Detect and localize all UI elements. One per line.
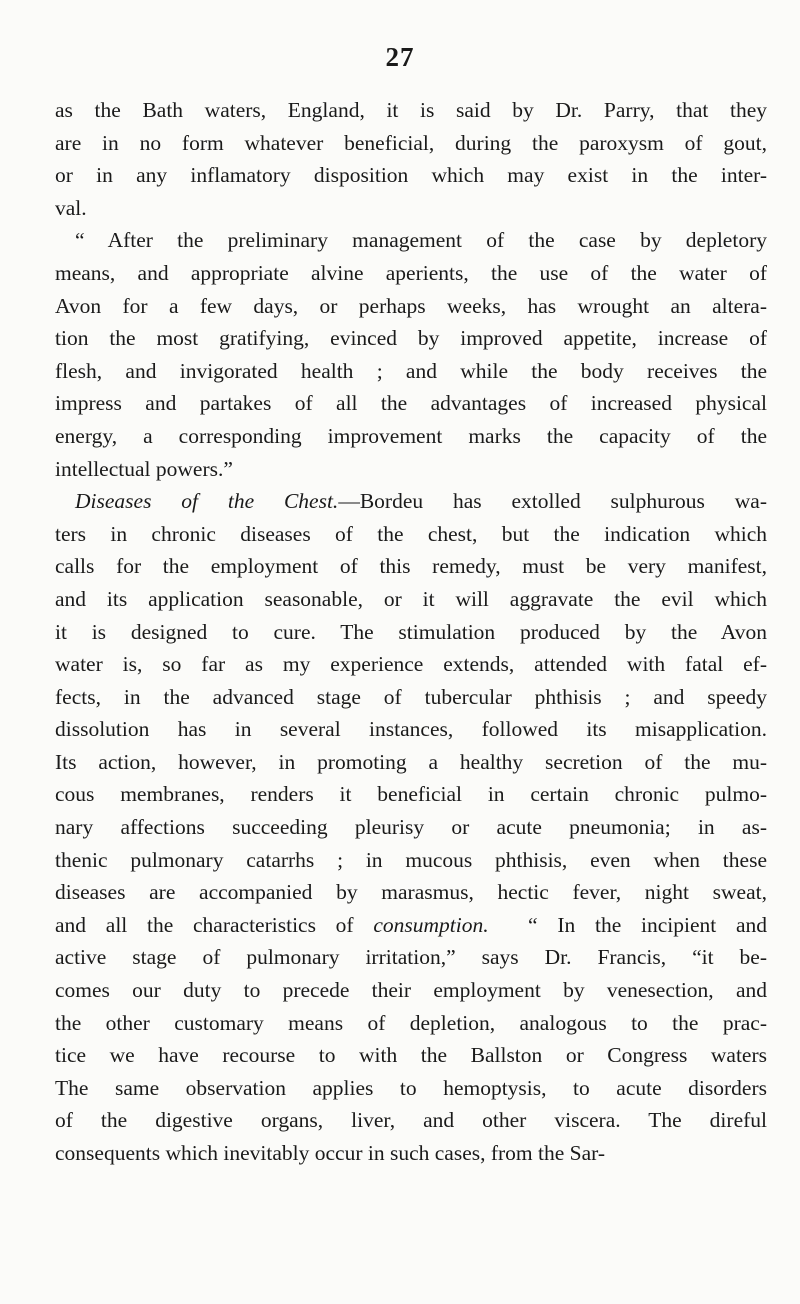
text-line: [55, 876, 767, 909]
line-text: means, and appropriate alvine aperients, the use of the water of: [55, 260, 767, 285]
text-line: [55, 257, 767, 290]
text-line: [55, 290, 767, 323]
text-line: [55, 322, 767, 355]
line-text: tion the most gratifying, evinced by improved appetite, increase of: [55, 326, 767, 351]
text-line: [55, 681, 767, 714]
line-text: it is designed to cure. The stimulation produced by the Avon: [55, 619, 767, 644]
line-text: The same observation applies to hemoptysis, to acute disorders: [55, 1075, 767, 1100]
text-line: [55, 746, 767, 779]
text-line: [55, 420, 767, 453]
line-text: of the digestive organs, liver, and other viscera. The direful: [55, 1108, 767, 1133]
line-text: dissolution has in several instances, followed its misapplication.: [55, 717, 767, 742]
text-line: [55, 387, 767, 420]
text-line: [55, 844, 767, 877]
line-text: consequents which inevitably occur in such cases, from the Sar-: [55, 1141, 606, 1165]
text-line: [55, 94, 767, 127]
line-text: impress and partakes of all the advantages of increased physical: [55, 391, 767, 416]
line-text: thenic pulmonary catarrhs ; in mucous phthisis, even when these: [55, 847, 767, 872]
line-text: intellectual powers.”: [55, 456, 233, 481]
text-line: [55, 974, 767, 1007]
line-text: val.: [55, 195, 87, 220]
line-text: —Bordeu has extolled sulphurous wa-: [338, 489, 767, 514]
text-line: [55, 713, 767, 746]
text-line: [55, 355, 767, 388]
text-line: [55, 518, 767, 551]
line-text: flesh, and invigorated health ; and while the body receives the: [55, 358, 767, 383]
line-text: and all the characteristics of: [55, 912, 374, 937]
text-line: [55, 583, 767, 616]
line-text: Avon for a few days, or perhaps weeks, has wrought an altera-: [55, 293, 767, 318]
text-line: [55, 159, 767, 192]
text-line: [55, 941, 767, 974]
line-text: ters in chronic diseases of the chest, but the indication which: [55, 521, 767, 546]
text-line: [55, 648, 767, 681]
line-text: the other customary means of depletion, analogous to the prac-: [55, 1010, 767, 1035]
text-line: [55, 485, 767, 518]
line-text: “ After the preliminary management of the case by depletory: [75, 228, 767, 253]
line-text: or in any inflamatory disposition which may exist in the inter-: [55, 163, 767, 188]
line-text: fects, in the advanced stage of tubercular phthisis ; and speedy: [55, 684, 767, 709]
line-text: are in no form whatever beneficial, during the paroxysm of gout,: [55, 130, 767, 155]
text-line: [55, 1137, 767, 1170]
line-text: nary affections succeeding pleurisy or acute pneumonia; in as-: [55, 815, 767, 840]
text-line: [55, 1072, 767, 1105]
text-line: [55, 224, 767, 257]
text-line: [55, 1007, 767, 1040]
text-line: [55, 453, 767, 486]
line-text: tice we have recourse to with the Ballston or Congress waters: [55, 1043, 767, 1068]
text-line: [55, 909, 767, 942]
line-text: and its application seasonable, or it will aggravate the evil which: [55, 586, 767, 611]
emphasized-term: consumption.: [373, 912, 489, 937]
line-text: cous membranes, renders it beneficial in certain chronic pulmo-: [55, 782, 767, 807]
text-line: [55, 192, 767, 225]
line-text: Its action, however, in promoting a healthy secretion of the mu-: [55, 749, 767, 774]
text-line: [55, 616, 767, 649]
line-text: energy, a corresponding improvement marks the capacity of the: [55, 423, 767, 448]
line-text: active stage of pulmonary irritation,” says Dr. Francis, “it be-: [55, 945, 767, 970]
text-line: [55, 811, 767, 844]
text-line: [55, 1104, 767, 1137]
line-text-continued: “ In the incipient and: [488, 912, 767, 937]
section-heading: Diseases of the Chest.: [75, 489, 339, 514]
line-text: diseases are accompanied by marasmus, hectic fever, night sweat,: [55, 880, 767, 905]
page-number: 27: [385, 42, 415, 72]
text-line: [55, 127, 767, 160]
line-text: as the Bath waters, England, it is said by Dr. Parry, that they: [55, 98, 767, 122]
text-line: [55, 1039, 767, 1072]
text-line: [55, 778, 767, 811]
line-text: comes our duty to precede their employment by venesection, and: [55, 978, 767, 1003]
text-line: [55, 550, 767, 583]
line-text: water is, so far as my experience extends, attended with fatal ef-: [55, 652, 767, 677]
body-text: [55, 94, 767, 1170]
line-text: calls for the employment of this remedy, must be very manifest,: [55, 554, 767, 579]
